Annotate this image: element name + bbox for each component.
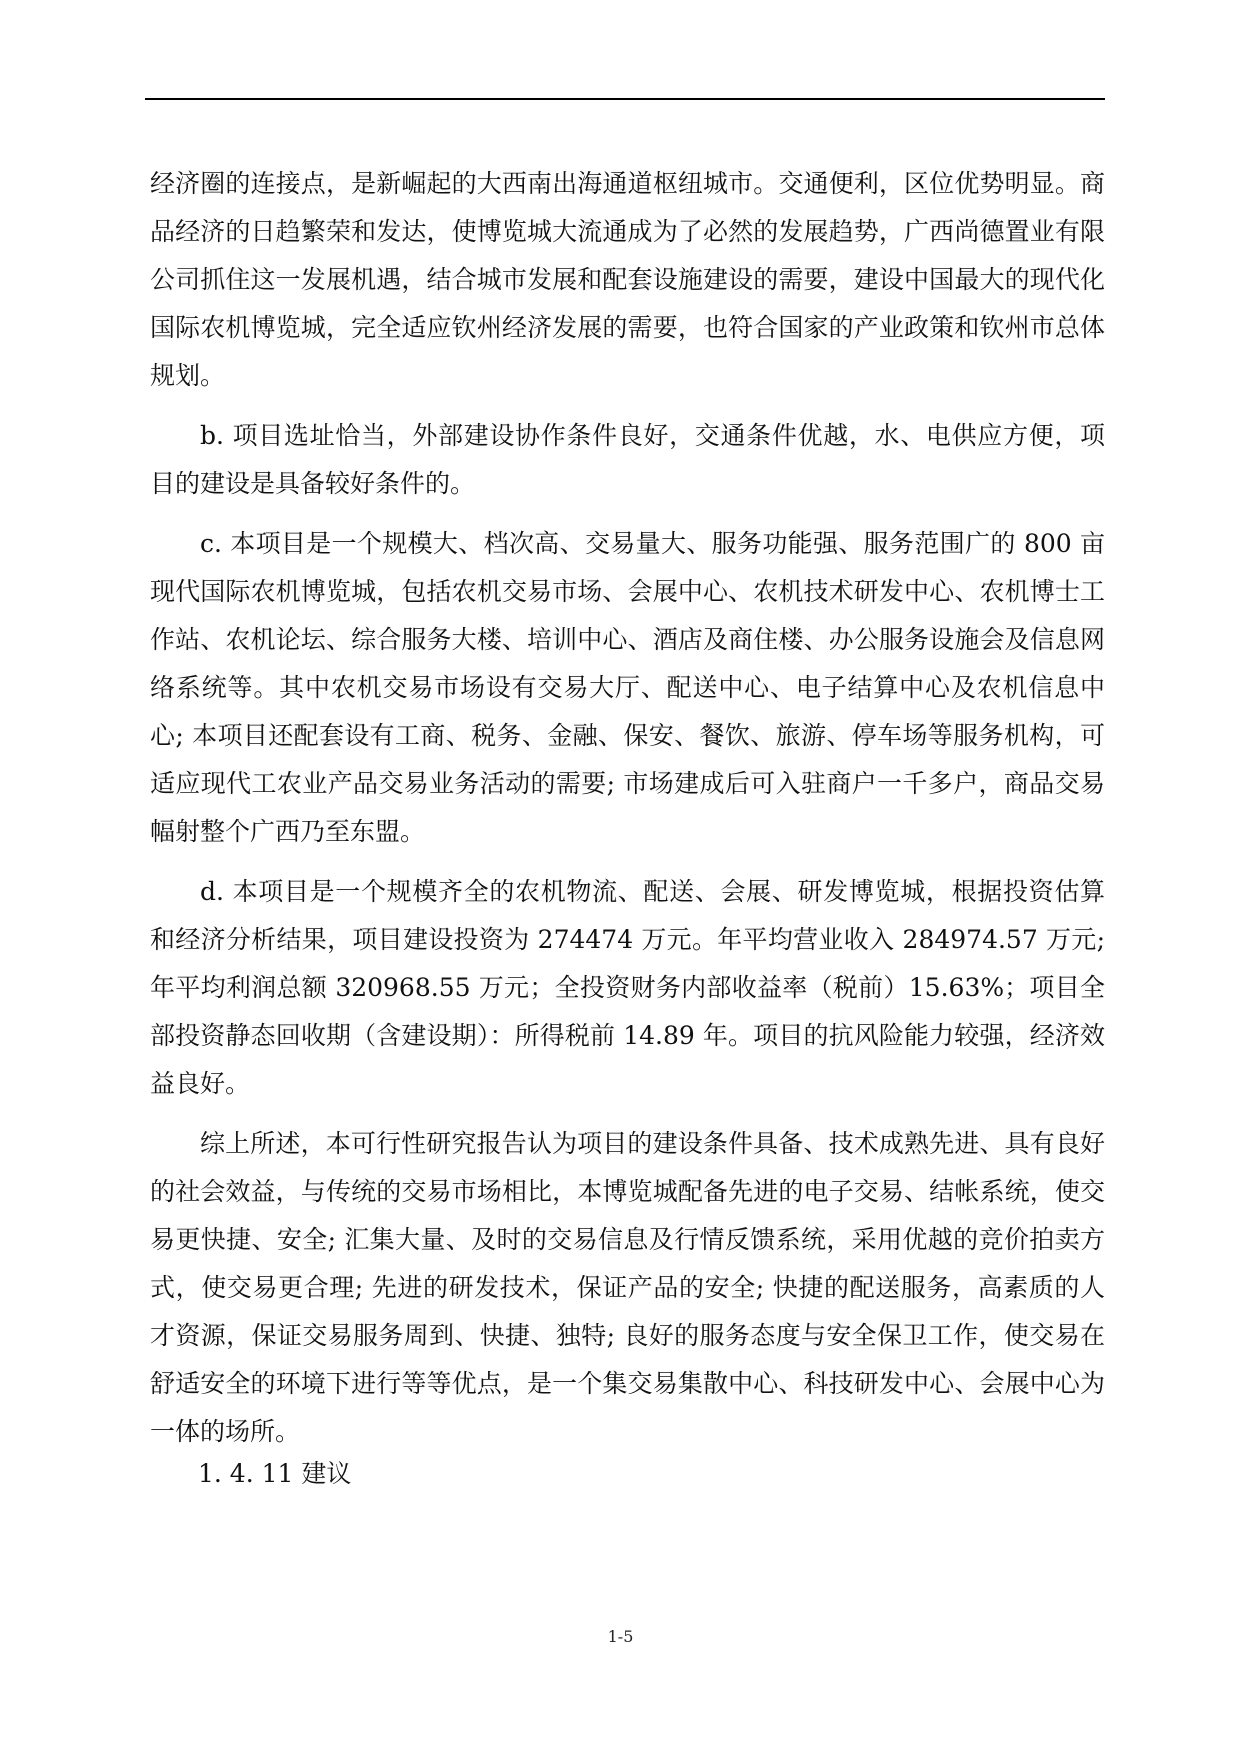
paragraph-item-d: d. 本项目是一个规模齐全的农机物流、配送、会展、研发博览城，根据投资估算和经济分析结果，项目建设投资为 274474 万元。年平均营业收入 284974.57 万元; 年平均利润总额 320968.55 万元；全投资财务内部收益率（税前）15.63%；项目全部投资静态回收期（含建设期）：所得税前 14.89 年。项目的抗风险能力较强，经济效益良好。 — [150, 877, 1105, 1098]
paragraph-summary: 综上所述，本可行性研究报告认为项目的建设条件具备、技术成熟先进、具有良好的社会效益，与传统的交易市场相比，本博览城配备先进的电子交易、结帐系统，使交易更快捷、安全; 汇集大量、及时的交易信息及行情反馈系统，采用优越的竞价拍卖方式，使交易更合理; 先进的研发技术，保证产品的安全; 快捷的配送服务，高素质的人才资源，保证交易服务周到、快捷、独特; 良好的服务态度与安全保卫工作，使交易在舒适安全的环境下进行等等优点，是一个集交易集散中心、科技研发中心、会展中心为一体的场所。 — [150, 1129, 1105, 1446]
paragraph-item-c: c. 本项目是一个规模大、档次高、交易量大、服务功能强、服务范围广的 800 亩现代国际农机博览城，包括农机交易市场、会展中心、农机技术研发中心、农机博士工作站、农机论坛、综合服务大楼、培训中心、酒店及商住楼、办公服务设施会及信息网络系统等。其中农机交易市场设有交易大厅、配送中心、电子结算中心及农机信息中心; 本项目还配套设有工商、税务、金融、保安、餐饮、旅游、停车场等服务机构，可适应现代工农业产品交易业务活动的需要; 市场建成后可入驻商户一千多户，商品交易幅射整个广西乃至东盟。 — [150, 529, 1105, 846]
page-number: 1-5 — [607, 1627, 634, 1646]
header-rule — [145, 98, 1105, 100]
document-body — [150, 160, 1105, 1468]
paragraph-continuation: 经济圈的连接点，是新崛起的大西南出海通道枢纽城市。交通便利，区位优势明显。商品经济的日趋繁荣和发达，使博览城大流通成为了必然的发展趋势，广西尚德置业有限公司抓住这一发展机遇，结合城市发展和配套设施建设的需要，建设中国最大的现代化国际农机博览城，完全适应钦州经济发展的需要，也符合国家的产业政策和钦州市总体规划。 — [150, 169, 1105, 390]
paragraph-item-b: b. 项目选址恰当，外部建设协作条件良好，交通条件优越，水、电供应方便，项目的建设是具备较好条件的。 — [150, 421, 1105, 498]
section-heading: 1. 4. 11 建议 — [198, 1459, 352, 1488]
